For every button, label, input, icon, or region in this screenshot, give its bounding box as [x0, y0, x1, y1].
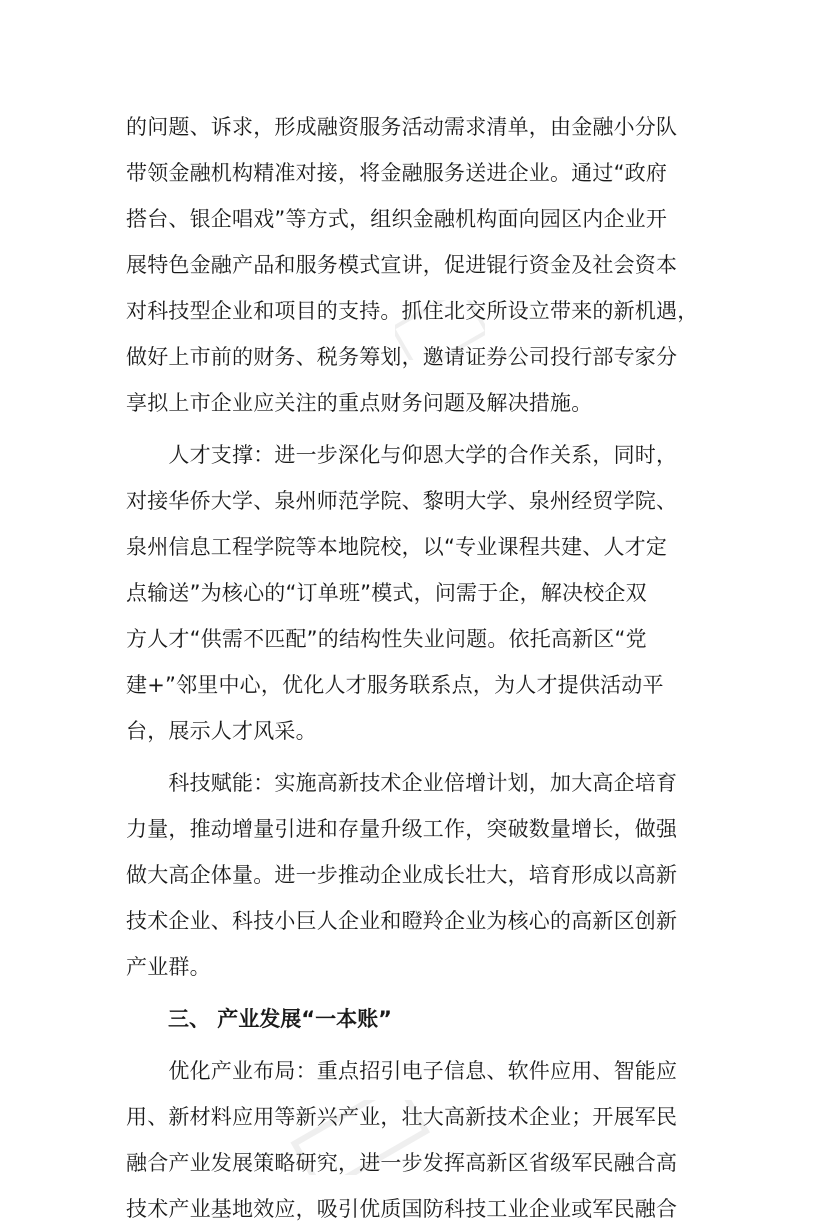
- text-line: 技术企业、科技小巨人企业和瞪羚企业为核心的高新区创新: [126, 909, 678, 933]
- paragraph-technology: [126, 760, 716, 990]
- section-heading: 三、 产业发展“一本账”: [126, 1007, 392, 1031]
- text-line: 的问题、诉求，形成融资服务活动需求清单，由金融小分队: [126, 115, 678, 139]
- paragraph-industry-layout: [126, 1048, 716, 1232]
- text-line: 做好上市前的财务、税务筹划，邀请证券公司投行部专家分: [126, 345, 678, 369]
- text-line: 对科技型企业和项目的支持。抓住北交所设立带来的新机遇，: [126, 299, 699, 323]
- text-line: 对接华侨大学、泉州师范学院、黎明大学、泉州经贸学院、: [126, 489, 678, 513]
- text-line: 建+”邻里中心，优化人才服务联系点，为人才提供活动平: [126, 673, 664, 697]
- paragraph-finance: [126, 104, 716, 426]
- text-line: 优化产业布局：重点招引电子信息、软件应用、智能应: [126, 1059, 678, 1083]
- text-line: 台，展示人才风采。: [126, 719, 317, 743]
- text-line: 泉州信息工程学院等本地院校，以“专业课程共建、人才定: [126, 535, 668, 559]
- text-line: 做大高企体量。进一步推动企业成长壮大，培育形成以高新: [126, 863, 678, 887]
- text-line: 人才支撑：进一步深化与仰恩大学的合作关系，同时，: [126, 443, 678, 467]
- text-line: 科技赋能：实施高新技术企业倍增计划，加大高企培育: [126, 771, 678, 795]
- text-line: 带领金融机构精准对接，将金融服务送进企业。通过“政府: [126, 161, 668, 185]
- text-line: 点输送”为核心的“订单班”模式，问需于企，解决校企双: [126, 581, 647, 605]
- paragraph-talent: [126, 432, 716, 754]
- text-line: 技术产业基地效应，吸引优质国防科技工业企业或军民融合: [126, 1197, 678, 1221]
- text-line: 力量，推动增量引进和存量升级工作，突破数量增长，做强: [126, 817, 678, 841]
- text-line: 用、新材料应用等新兴产业，壮大高新技术企业；开展军民: [126, 1105, 678, 1129]
- text-line: 产业群。: [126, 955, 211, 979]
- text-line: 融合产业发展策略研究，进一步发挥高新区省级军民融合高: [126, 1151, 678, 1175]
- body-text: [126, 104, 716, 1232]
- text-line: 展特色金融产品和服务模式宣讲，促进锟行资金及社会资本: [126, 253, 678, 277]
- text-line: 享拟上市企业应关注的重点财务问题及解决措施。: [126, 391, 593, 415]
- text-line: 搭台、银企唱戏”等方式，组织金融机构面向园区内企业开: [126, 207, 668, 231]
- text-line: 方人才“供需不匹配”的结构性失业问题。依托高新区“党: [126, 627, 647, 651]
